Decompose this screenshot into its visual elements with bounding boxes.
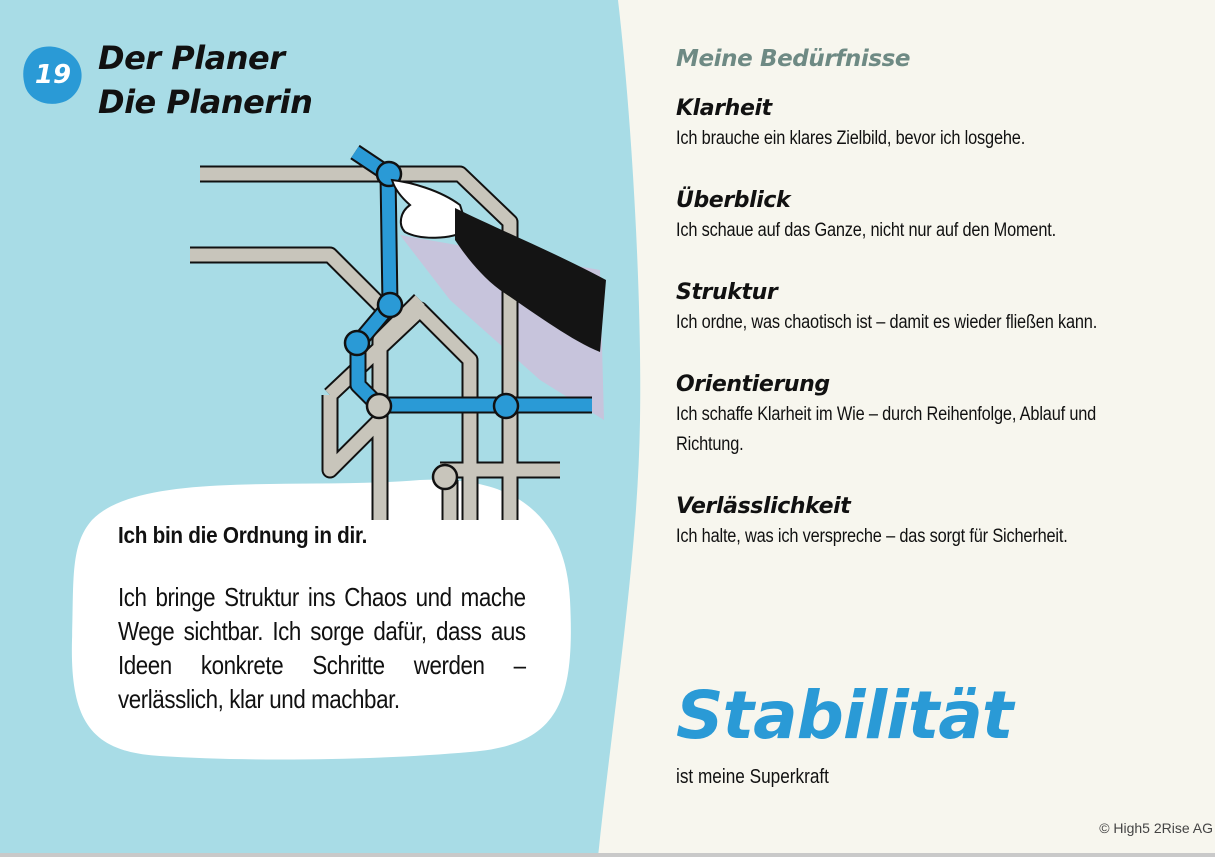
need-item [676,370,1176,460]
need-item [676,278,1176,338]
card-number: 19 [34,60,72,90]
need-text: Ich ordne, was chaotisch ist – damit es wieder fließen kann. [676,312,1098,333]
need-title: Orientierung [676,372,830,397]
card-title [98,36,312,124]
speech-bubble [118,520,526,716]
superpower-subtitle: ist meine Superkraft [676,766,829,788]
need-title: Überblick [676,188,791,213]
need-item [676,94,1176,154]
needs-heading: Meine Bedürfnisse [676,46,911,72]
need-text: Ich schaue auf das Ganze, nicht nur auf den Moment. [676,220,1056,241]
card-motto: Ich bin die Ordnung in dir. [118,522,368,548]
need-text: Ich schaffe Klarheit im Wie – durch Reihenfolge, Ablauf und Richtung. [676,404,1097,455]
need-title: Klarheit [676,96,772,121]
need-title: Verlässlichkeit [676,494,851,519]
need-text: Ich brauche ein klares Zielbild, bevor ich losgehe. [676,128,1026,149]
card-description: Ich bringe Struktur ins Chaos und mache Wege sichtbar. Ich sorge dafür, dass aus Ideen konkrete Schritte werden – verlässlich, klar und machbar. [118,582,526,714]
title-line-1: Der Planer [98,39,285,77]
need-item [676,186,1176,246]
needs-section [676,46,1176,584]
need-text: Ich halte, was ich verspreche – das sorgt für Sicherheit. [676,526,1068,547]
superpower-word: Stabilität [676,677,1013,754]
card-edge [0,853,1215,857]
need-title: Struktur [676,280,778,305]
copyright: © High5 2Rise AG [1099,820,1213,836]
subway-map-pointing-hand-icon [180,140,620,520]
title-line-2: Die Planerin [98,83,313,121]
need-item [676,492,1176,552]
